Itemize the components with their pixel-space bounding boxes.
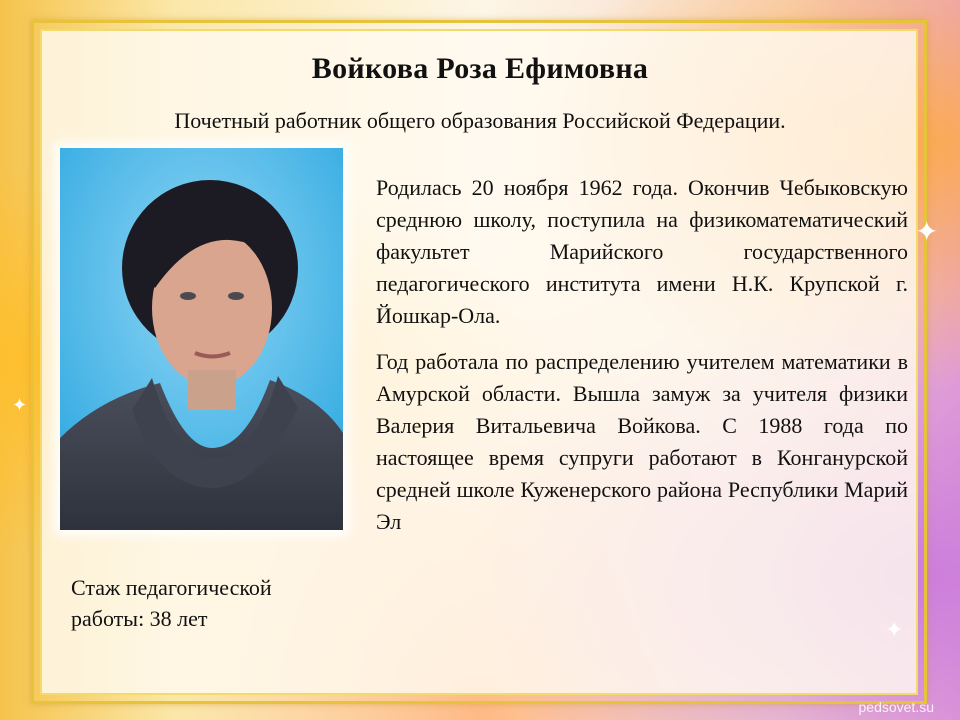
watermark: pedsovet.su — [858, 699, 934, 715]
sparkle-icon: ✦ — [885, 618, 904, 643]
page-title: Войкова Роза Ефимовна — [311, 52, 649, 85]
biography-text — [376, 172, 908, 538]
sparkle-icon: ✦ — [12, 395, 28, 416]
honorary-title: Почетный работник общего образования Российской Федерации. — [174, 108, 786, 133]
portrait-photo — [60, 148, 343, 530]
portrait-image — [60, 148, 343, 530]
bio-paragraph: Родилась 20 ноября 1962 года. Окончив Чебыковскую среднюю школу, поступила на физикоматематический факультет Марийского государственного педагогического института имени Н.К. Крупской г. Йошкар-Ола. — [376, 175, 908, 328]
sparkle-icon: ✦ — [915, 215, 939, 248]
bio-paragraph: Год работала по распределению учителем математики в Амурской области. Вышла замуж за учителя физики Валерия Витальевича Войкова. С 1988 года по настоящее время супруги работают в Конганурской средней школе Куженерского района Республики Марий Эл — [376, 349, 908, 534]
experience-caption: Стаж педагогической работы: 38 лет — [71, 575, 272, 631]
